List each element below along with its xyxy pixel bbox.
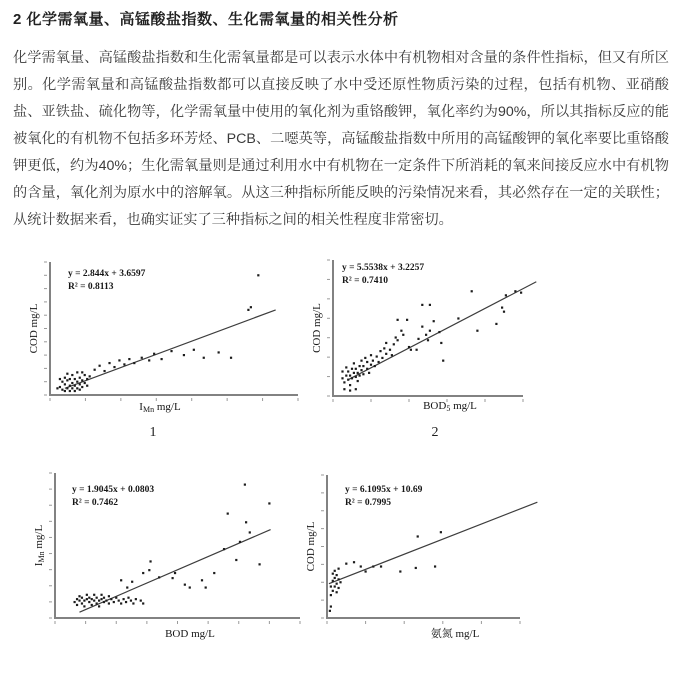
figure-caption-1: 1 <box>149 425 157 440</box>
scatter-chart-cod-vs-imn <box>25 252 320 424</box>
svg-text:y = 6.1095x + 10.69: y = 6.1095x + 10.69 <box>345 485 423 495</box>
svg-text:R² = 0.7462: R² = 0.7462 <box>72 498 118 508</box>
svg-text:BOD5 mg/L: BOD5 mg/L <box>423 400 477 413</box>
svg-text:氨氮 mg/L: 氨氮 mg/L <box>430 628 480 640</box>
svg-text:R² = 0.7410: R² = 0.7410 <box>342 276 388 286</box>
scatter-chart-cod-vs-bod5 <box>310 252 558 424</box>
svg-text:R² = 0.8113: R² = 0.8113 <box>68 282 114 292</box>
svg-text:y = 2.844x + 3.6597: y = 2.844x + 3.6597 <box>68 269 146 279</box>
body-paragraph: 化学需氧量、高锰酸盐指数和生化需氧量都是可以表示水体中有机物相对含量的条件性指标，但又有所区别。化学需氧量和高锰酸盐指数都可以直接反映了水中受还原性物质污染的过程，包括有机物、亚硝酸盐、亚铁盐、硫化物等，化学需氧量中使用的氧化剂为重铬酸钾，氧化率约为90%，所以其指标反应的能被氧化的有机物不包括多环芳烃、PCB、二噁英等，高锰酸盐指数中所用的高锰酸钾的氧化率要比重铬酸钾更低，约为40%；生化需氧量则是通过利用水中有机物在一定条件下所消耗的氧来间接反应水中有机物的含量，氧化剂为原水中的溶解氧。从这三种指标所能反映的污染情况来看，其必然存在一定的关联性；从统计数据来看，也确实证实了三种指标之间的相关性程度非常密切。 <box>13 50 669 228</box>
svg-text:COD mg/L: COD mg/L <box>305 521 317 572</box>
svg-text:COD mg/L: COD mg/L <box>311 303 323 353</box>
scatter-chart-imn-vs-bod <box>28 466 323 650</box>
svg-text:y = 1.9045x + 0.0803: y = 1.9045x + 0.0803 <box>72 485 155 495</box>
figure-caption-2: 2 <box>431 425 439 440</box>
svg-text:IMn mg/L: IMn mg/L <box>139 401 181 414</box>
section-heading: 2 化学需氧量、高锰酸盐指数、生化需氧量的相关性分析 <box>13 11 399 28</box>
scatter-chart-cod-vs-nh3n <box>305 466 555 650</box>
svg-text:y = 5.5538x + 3.2257: y = 5.5538x + 3.2257 <box>342 263 425 273</box>
svg-text:COD mg/L: COD mg/L <box>28 303 40 354</box>
svg-text:IMn mg/L: IMn mg/L <box>33 524 46 567</box>
svg-text:BOD mg/L: BOD mg/L <box>165 628 215 640</box>
svg-text:R² = 0.7995: R² = 0.7995 <box>345 498 391 508</box>
